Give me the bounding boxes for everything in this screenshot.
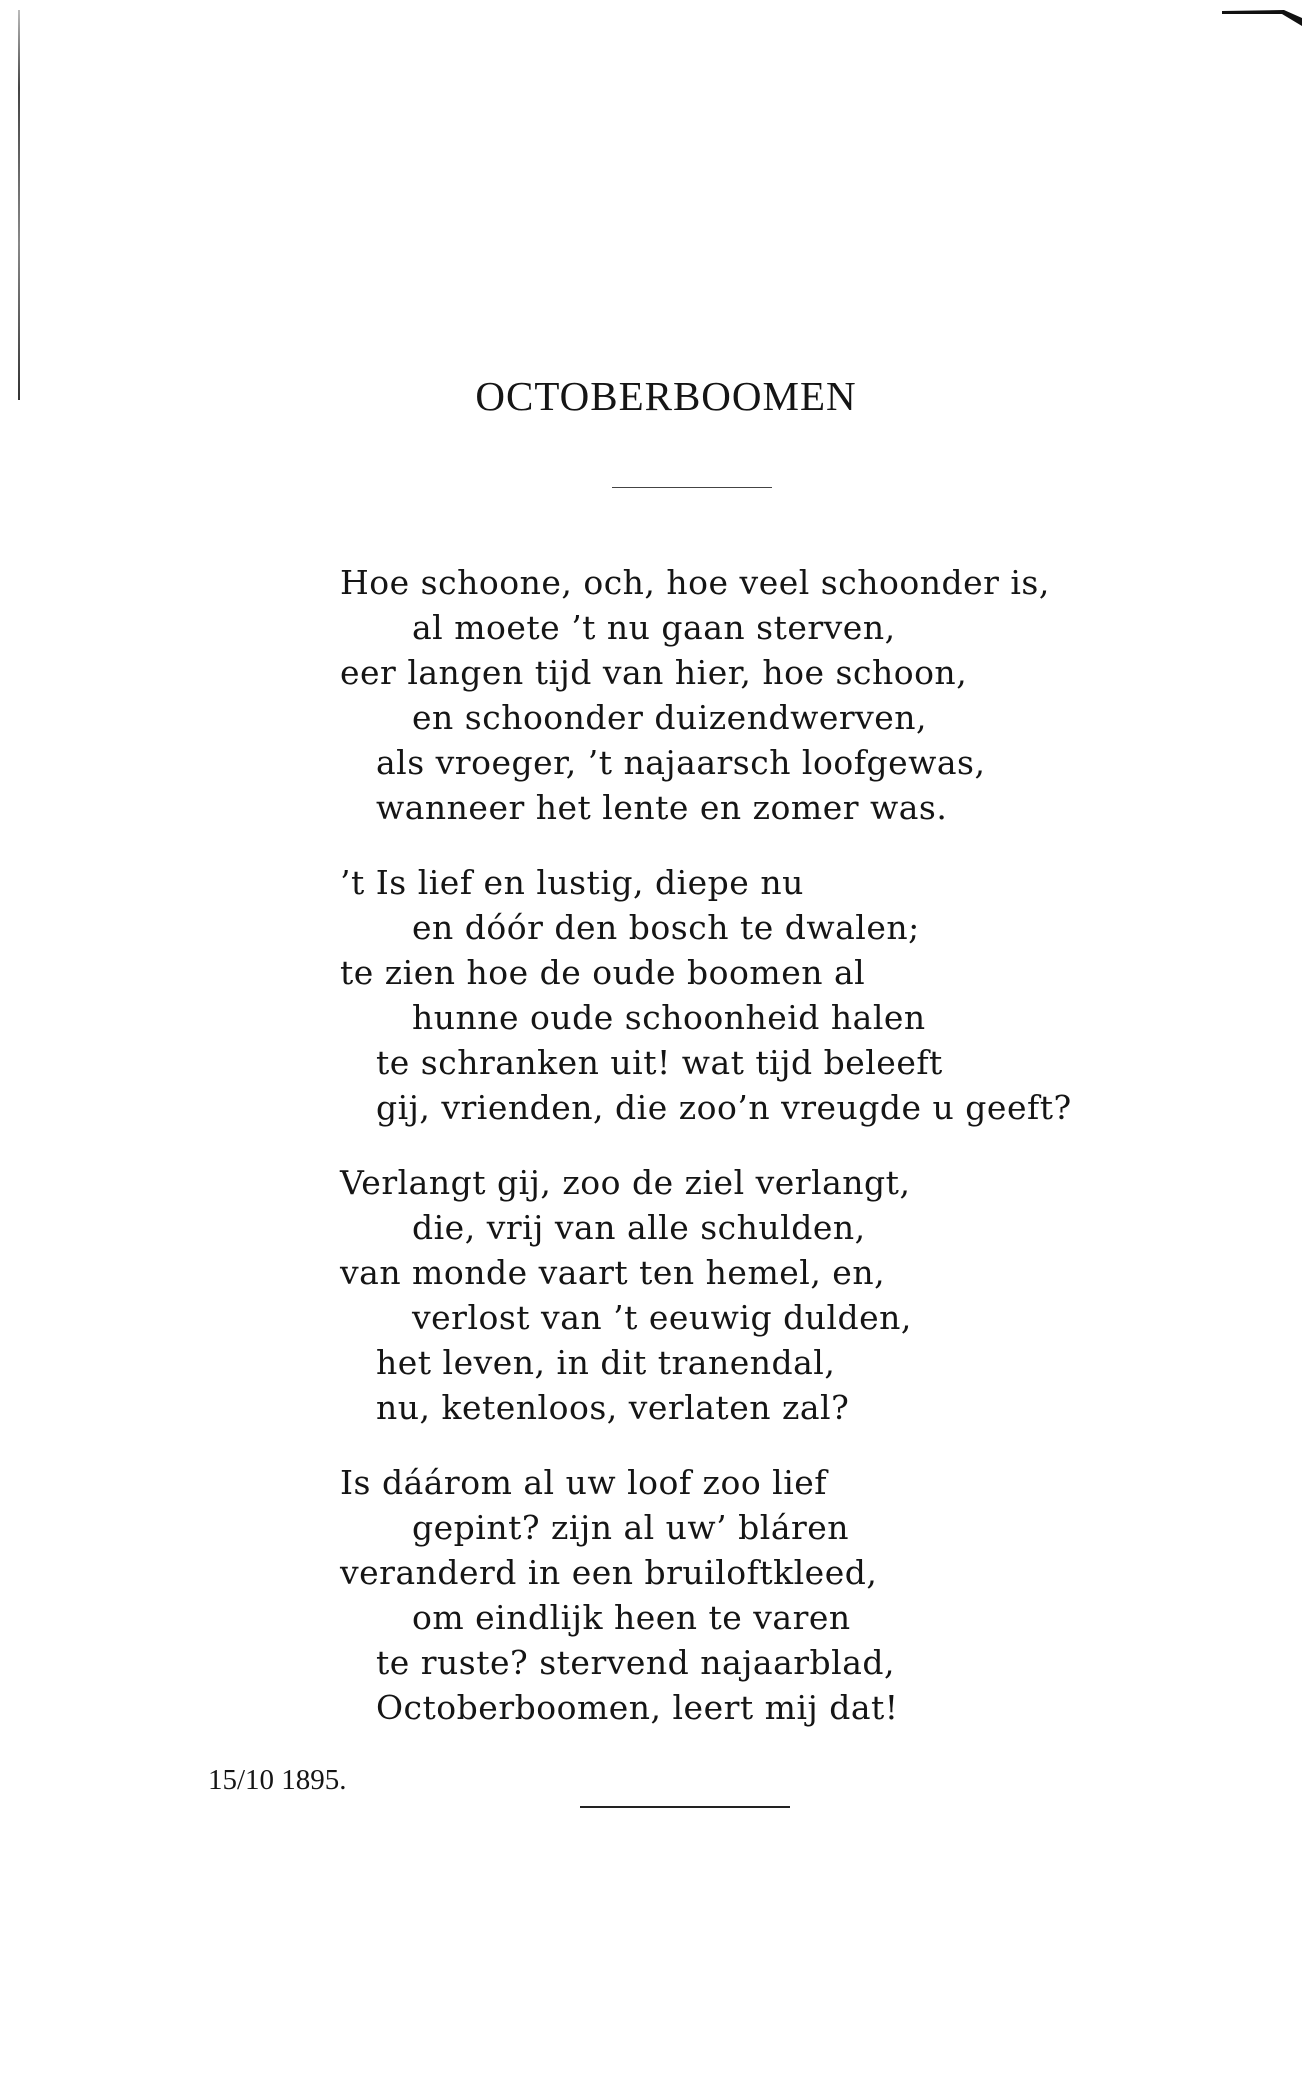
poem-line: wanneer het lente en zomer was. [376,788,948,827]
poem-line: al moete ’t nu gaan sterven, [412,608,896,647]
poem-line: te schranken uit! wat tijd beleeft [376,1043,943,1082]
end-divider [580,1806,790,1808]
poem-date: 15/10 1895. [208,1764,347,1796]
poem-line: als vroeger, ’t najaarsch loofgewas, [376,743,986,782]
page-corner-mark [1222,8,1302,26]
poem-line: nu, ketenloos, verlaten zal? [376,1388,850,1427]
poem-line: om eindlijk heen te varen [412,1598,851,1637]
poem-line: verlost van ’t eeuwig dulden, [412,1298,912,1337]
poem-line: Is dáárom al uw loof zoo lief [340,1463,828,1502]
poem-line: en dóór den bosch te dwalen; [412,908,920,947]
poem-title: OCTOBERBOOMEN [475,373,857,419]
poem-line: gij, vrienden, die zoo’n vreugde u geeft? [376,1088,1072,1127]
poem-line: en schoonder duizendwerven, [412,698,928,737]
poem-line: eer langen tijd van hier, hoe schoon, [340,653,968,692]
poem-line: van monde vaart ten hemel, en, [340,1253,886,1292]
poem-line: die, vrij van alle schulden, [412,1208,866,1247]
poem-line: te zien hoe de oude boomen al [340,953,866,992]
poem-line: het leven, in dit tranendal, [376,1343,836,1382]
title-divider [612,487,772,488]
poem-line: gepint? zijn al uw’ bláren [412,1508,850,1547]
scan-edge-line [18,10,20,400]
poem-line: Verlangt gij, zoo de ziel verlangt, [340,1163,911,1202]
poem-line: Hoe schoone, och, hoe veel schoonder is, [340,563,1050,602]
poem-line: hunne oude schoonheid halen [412,998,926,1037]
poem-line: te ruste? stervend najaarblad, [376,1643,896,1682]
poem-line: veranderd in een bruiloftkleed, [340,1553,878,1592]
poem-line: ’t Is lief en lustig, diepe nu [340,863,804,902]
poem-line: Octoberboomen, leert mij dat! [376,1688,899,1727]
